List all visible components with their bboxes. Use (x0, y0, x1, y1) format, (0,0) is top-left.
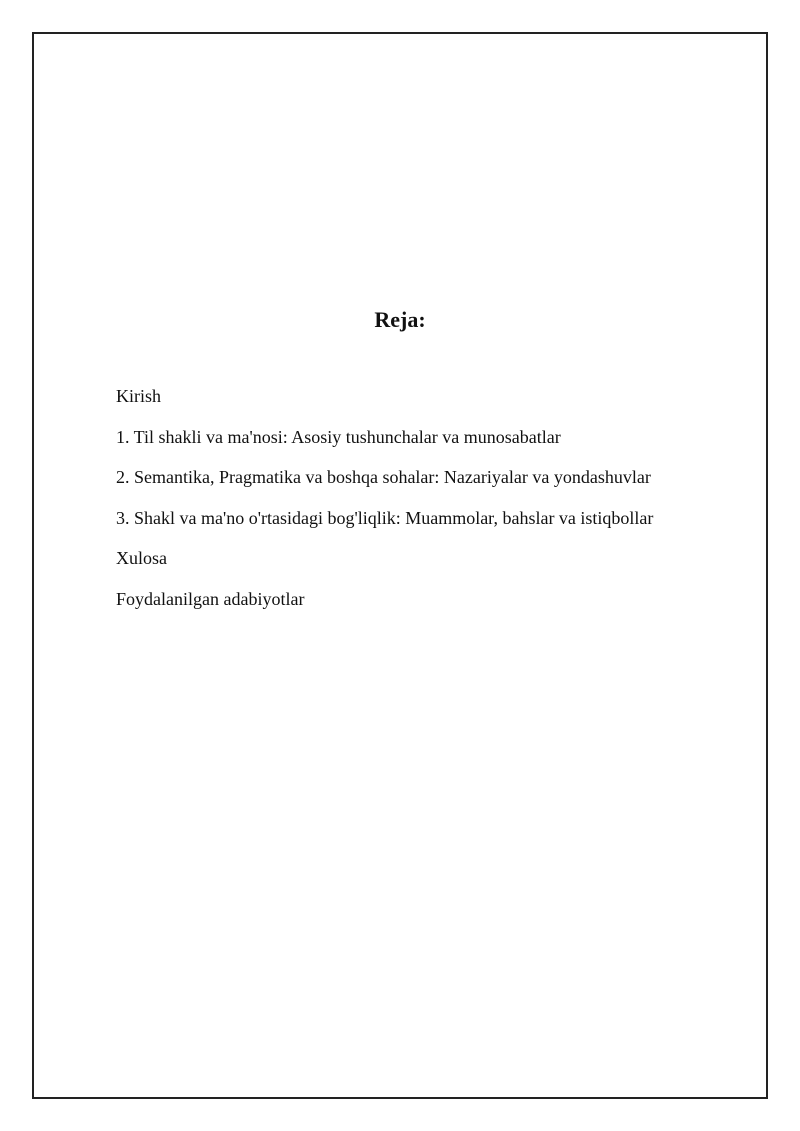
page-border (32, 32, 768, 1099)
toc-item-1: 1. Til shakli va ma'nosi: Asosiy tushunchalar va munosabatlar (116, 426, 561, 447)
page-title: Reja: (374, 307, 426, 332)
toc-item-3: 3. Shakl va ma'no o'rtasidagi bog'liqlik: Muammolar, bahslar va istiqbollar (116, 507, 654, 528)
toc-item-conclusion: Xulosa (116, 548, 167, 568)
toc-item-2: 2. Semantika, Pragmatika va boshqa sohalar: Nazariyalar va yondashuvlar (116, 467, 651, 487)
toc-item-references: Foydalanilgan adabiyotlar (116, 588, 305, 609)
table-of-contents (116, 380, 653, 623)
toc-item-introduction: Kirish (116, 386, 161, 406)
